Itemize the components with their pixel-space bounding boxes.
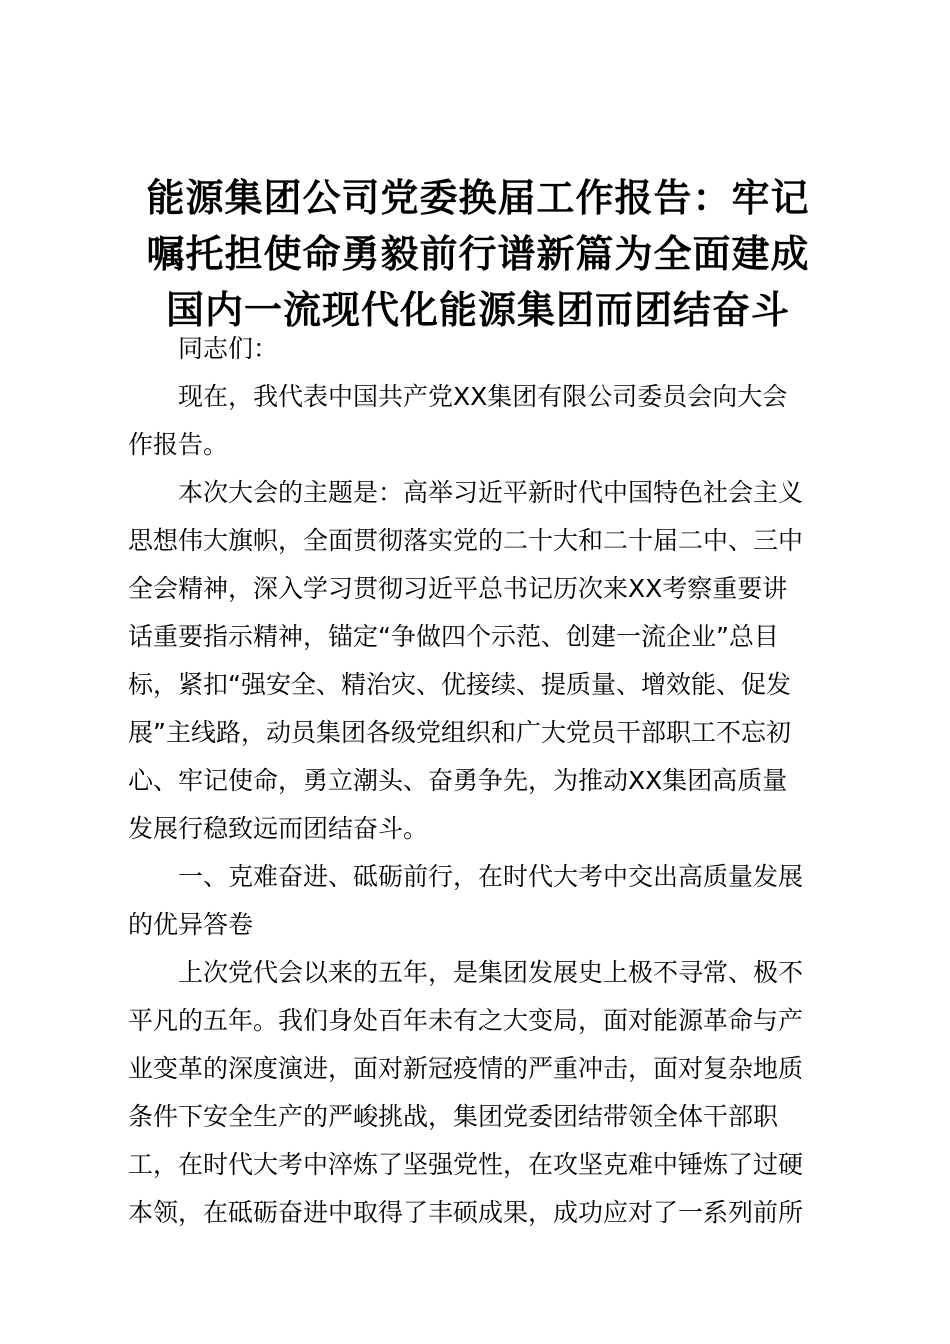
paragraph-line: 思想伟大旗帜，全面贯彻落实党的二十大和二十届二中、三中 [128,526,804,555]
salutation-paragraph [128,325,822,373]
paragraph-line: 工，在时代大考中淬炼了坚强党性，在攻坚克难中锤炼了过硬 [128,1150,804,1179]
paragraph-line: 话重要指示精神，锚定“争做四个示范、创建一流企业”总目 [128,622,779,651]
paragraph-line: 作报告。 [128,430,229,459]
theme-paragraph [128,469,822,853]
heading-line: 的优异答卷 [128,910,254,939]
paragraph-line: 全会精神，深入学习贯彻习近平总书记历次来XX考察重要讲 [128,574,788,603]
document-title [120,170,836,338]
title-line: 国内一流现代化能源集团而团结奋斗 [165,288,790,332]
paragraph-line: 发展行稳致远而团结奋斗。 [128,814,429,843]
document-body [128,325,822,1237]
paragraph-line: 心、牢记使命，勇立潮头、奋勇争先，为推动XX集团高质量 [128,766,788,795]
paragraph-line: 平凡的五年。我们身处百年未有之大变局，面对能源革命与产 [128,1006,804,1035]
paragraph-line: 本次大会的主题是：高举习近平新时代中国特色社会主义 [178,478,804,507]
paragraph-line: 上次党代会以来的五年，是集团发展史上极不寻常、极不 [178,958,804,987]
paragraph-line: 展”主线路，动员集团各级党组织和广大党员干部职工不忘初 [128,718,791,747]
heading-line: 一、克难奋进、砥砺前行，在时代大考中交出高质量发展 [178,862,804,891]
paragraph-line: 同志们： [178,334,279,363]
section-heading [128,853,822,949]
opening-paragraph [128,373,822,469]
paragraph-line: 现在，我代表中国共产党XX集团有限公司委员会向大会 [178,382,788,411]
title-line: 能源集团公司党委换届工作报告：牢记 [146,176,810,220]
paragraph-line: 业变革的深度演进，面对新冠疫情的严重冲击，面对复杂地质 [128,1054,804,1083]
paragraph-line: 本领，在砥砺奋进中取得了丰硕成果，成功应对了一系列前所 [128,1198,804,1227]
title-line: 嘱托担使命勇毅前行谱新篇为全面建成 [146,232,810,276]
paragraph-line: 标，紧扣“强安全、精治灾、优接续、提质量、增效能、促发 [128,670,791,699]
paragraph-line: 条件下安全生产的严峻挑战，集团党委团结带领全体干部职 [128,1102,779,1131]
review-paragraph [128,949,822,1237]
